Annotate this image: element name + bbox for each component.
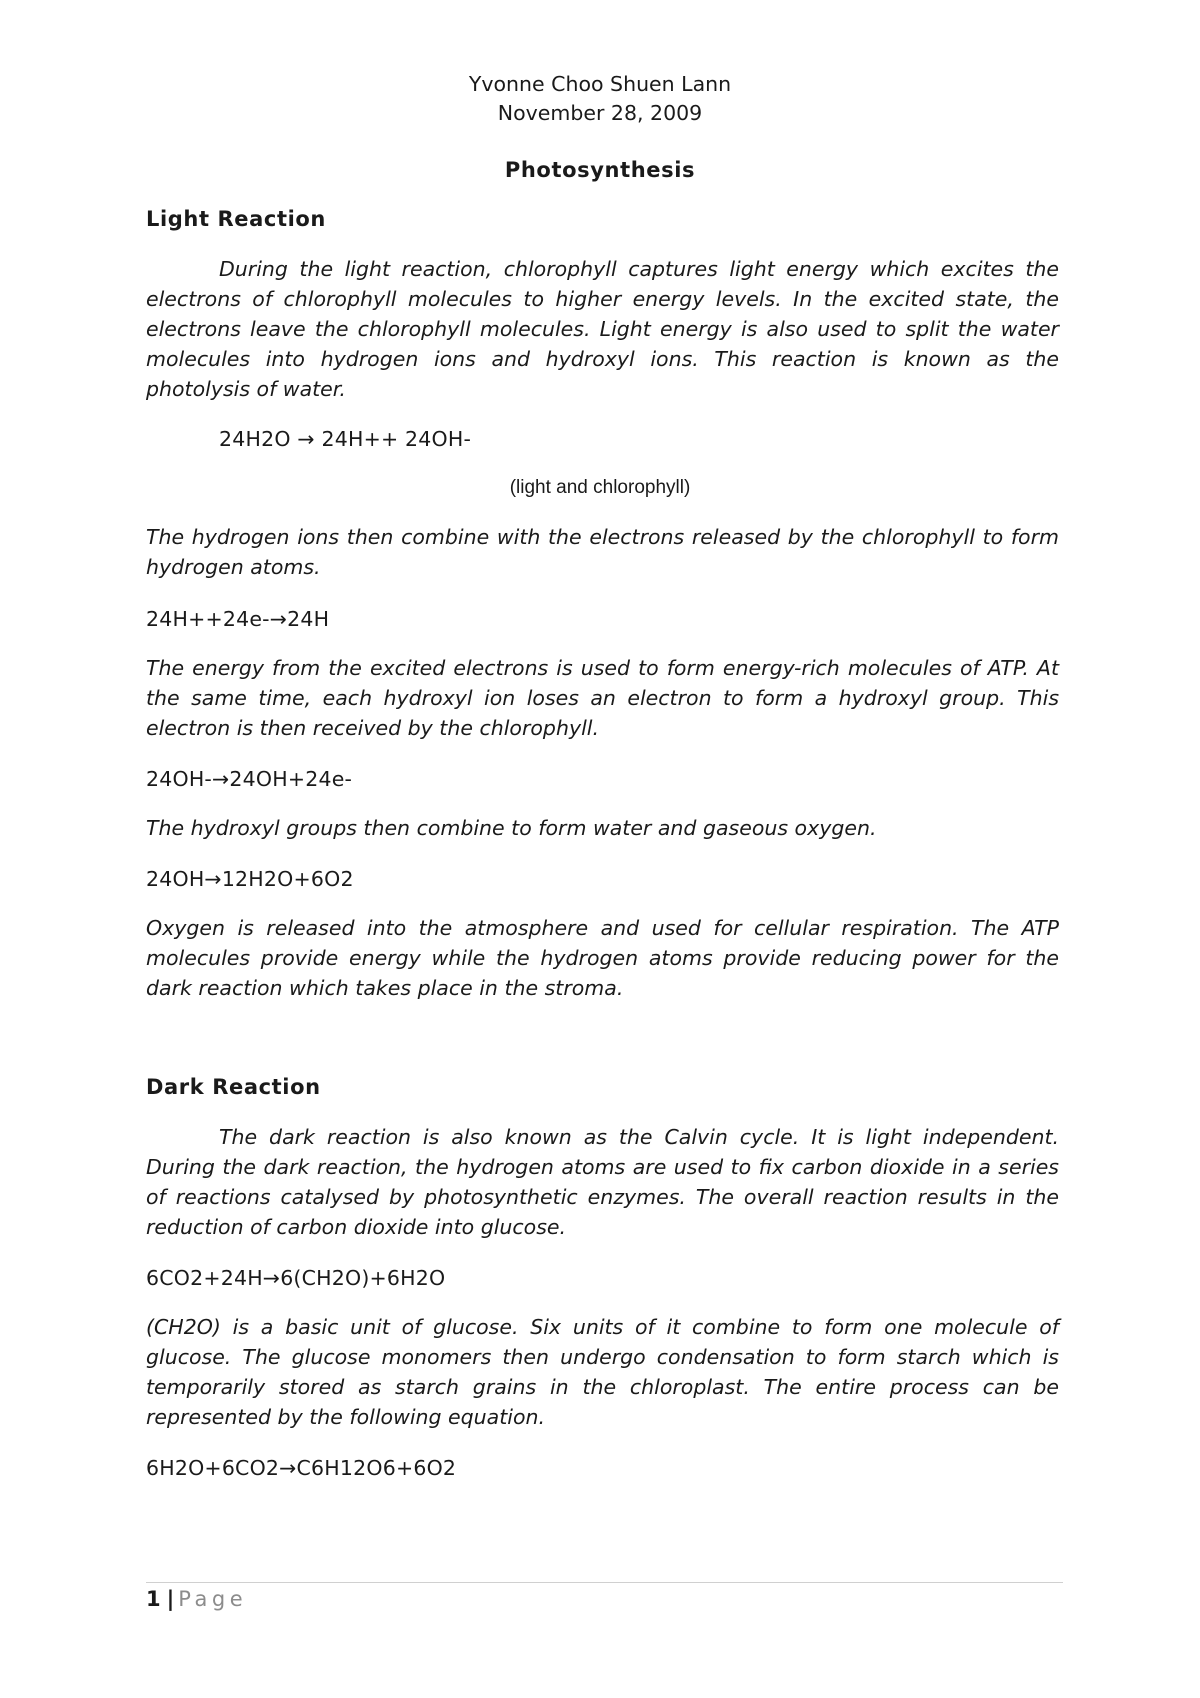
equation-photolysis: 24H2O → 24H++ 24OH- [219,427,472,451]
light-reaction-paragraph-4: The hydroxyl groups then combine to form water and gaseous oxygen. [146,816,877,840]
dark-reaction-paragraph-2: (CH2O) is a basic unit of glucose. Six units of it combine to form one molecule of glucose. The glucose monomers then undergo condensation to form starch which is temporarily stored as starch grains in the chloroplast. The entire process can be represented by the following equation. [146,1315,1059,1429]
light-reaction-paragraph-2: The hydrogen ions then combine with the electrons released by the chlorophyll to form hydrogen atoms. [146,525,1059,579]
light-reaction-paragraph-5: Oxygen is released into the atmosphere and used for cellular respiration. The ATP molecules provide energy while the hydrogen atoms provide reducing power for the dark reaction which takes place in the stroma. [146,916,1059,1000]
equation-water-oxygen: 24OH→12H2O+6O2 [146,867,354,891]
equation-hydroxyl-group: 24OH-→24OH+24e- [146,767,353,791]
equation-overall: 6H2O+6CO2→C6H12O6+6O2 [146,1456,457,1480]
equation-condition: (light and chlorophyll) [509,477,691,498]
dark-reaction-paragraph-1: The dark reaction is also known as the Calvin cycle. It is light independent. During the dark reaction, the hydrogen atoms are used to fix carbon dioxide in a series of reactions catalysed by photosynthetic enzymes. The overall reaction results in the reduction of carbon dioxide into glucose. [146,1125,1059,1239]
section-heading-light-reaction: Light Reaction [146,207,326,231]
light-reaction-paragraph-1: During the light reaction, chlorophyll captures light energy which excites the electrons of chlorophyll molecules to higher energy levels. In the excited state, the electrons leave the chlorophyll molecules. Light energy is also used to split the water molecules into hydrogen ions and hydroxyl ions. This reaction is known as the photolysis of water. [146,257,1059,401]
document-date: November 28, 2009 [497,101,703,125]
page-footer [146,1584,247,1614]
footer-divider [146,1582,1063,1583]
author-name: Yvonne Choo Shuen Lann [468,72,732,96]
light-reaction-paragraph-3: The energy from the excited electrons is used to form energy-rich molecules of ATP. At the same time, each hydroxyl ion loses an electron to form a hydroxyl group. This electron is then received by the chlorophyll. [146,656,1059,740]
equation-hydrogen-atoms: 24H++24e-→24H [146,607,330,631]
page-number: 1 [146,1587,161,1611]
section-heading-dark-reaction: Dark Reaction [146,1075,321,1099]
document-title: Photosynthesis [504,158,696,182]
page-separator: | [166,1587,175,1611]
page-label: Page [178,1587,248,1611]
equation-calvin-cycle: 6CO2+24H→6(CH2O)+6H2O [146,1266,446,1290]
